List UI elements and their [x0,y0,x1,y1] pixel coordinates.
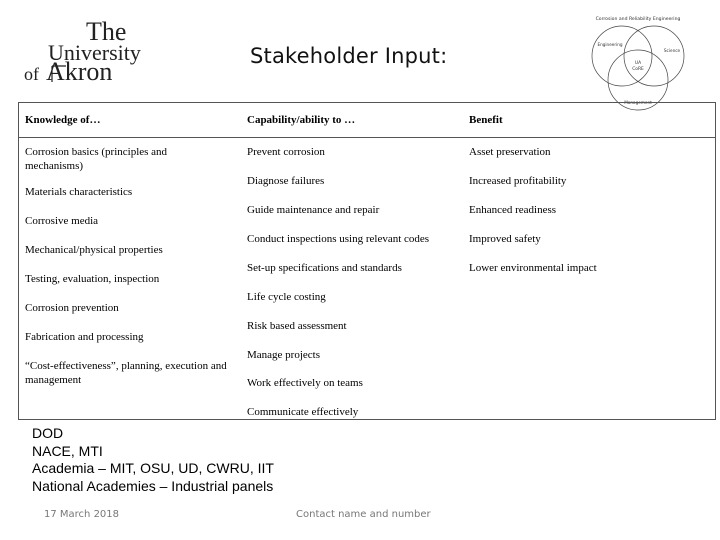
benefit-item: Improved safety [469,233,541,245]
knowledge-item: Corrosion prevention [25,302,119,314]
capability-item: Manage projects [247,349,320,361]
header-benefit: Benefit [469,114,503,126]
capability-item: Communicate effectively [247,406,359,418]
knowledge-item: Materials characteristics [25,186,133,198]
benefit-item: Enhanced readiness [469,204,557,216]
slide-title: Stakeholder Input: [250,44,448,68]
stakeholder-item: Academia – MIT, OSU, UD, CWRU, IIT [32,460,274,476]
venn-label-management: Management [624,100,652,105]
stakeholder-item: NACE, MTI [32,442,103,459]
knowledge-item: Corrosive media [25,215,99,227]
benefit-item: Lower environmental impact [469,262,597,274]
capability-item: Prevent corrosion [247,146,325,158]
capability-item: Risk based assessment [247,320,347,332]
capability-item: Set-up specifications and standards [247,262,402,274]
capability-item: Work effectively on teams [247,377,363,389]
logo-line-the: The [86,18,127,46]
stakeholder-item: National Academies – Industrial panels [32,477,274,494]
venn-center-ua: UA [634,61,642,66]
knowledge-item: Corrosion basics (principles and mechanisms) [25,146,168,172]
logo-line-akron: Akron [46,57,113,84]
knowledge-item: “Cost-effectiveness”, planning, execution and management [25,360,227,386]
venn-center-core: CoRE [632,67,644,72]
stakeholder-table [18,102,716,420]
capability-item: Life cycle costing [247,291,326,303]
footer-contact: Contact name and number [296,509,431,520]
university-logo [22,18,162,84]
capability-item: Diagnose failures [247,175,325,187]
benefit-item: Increased profitability [469,175,567,187]
footer-date: 17 March 2018 [44,509,120,520]
venn-circle-engineering [592,26,652,86]
table-header-row [19,103,715,138]
capability-item: Conduct inspections using relevant codes [247,233,430,245]
logo-line-of: of [24,64,39,84]
venn-diagram [576,12,700,114]
benefit-item: Asset preservation [469,146,551,158]
venn-circle-science [624,26,684,86]
knowledge-item: Fabrication and processing [25,331,144,343]
knowledge-item: Mechanical/physical properties [25,244,163,256]
stakeholder-list [32,425,274,495]
header-knowledge: Knowledge of… [25,114,101,126]
header-capability: Capability/ability to … [247,114,356,126]
capability-item: Guide maintenance and repair [247,204,380,216]
stakeholder-item: DOD [32,425,64,441]
venn-label-engineering: Engineering [597,42,623,47]
logo-line-university: University [48,40,141,65]
knowledge-item: Testing, evaluation, inspection [25,273,160,285]
venn-label-science: Science [663,48,681,53]
venn-caption: Corrosion and Reliability Engineering [595,17,681,22]
